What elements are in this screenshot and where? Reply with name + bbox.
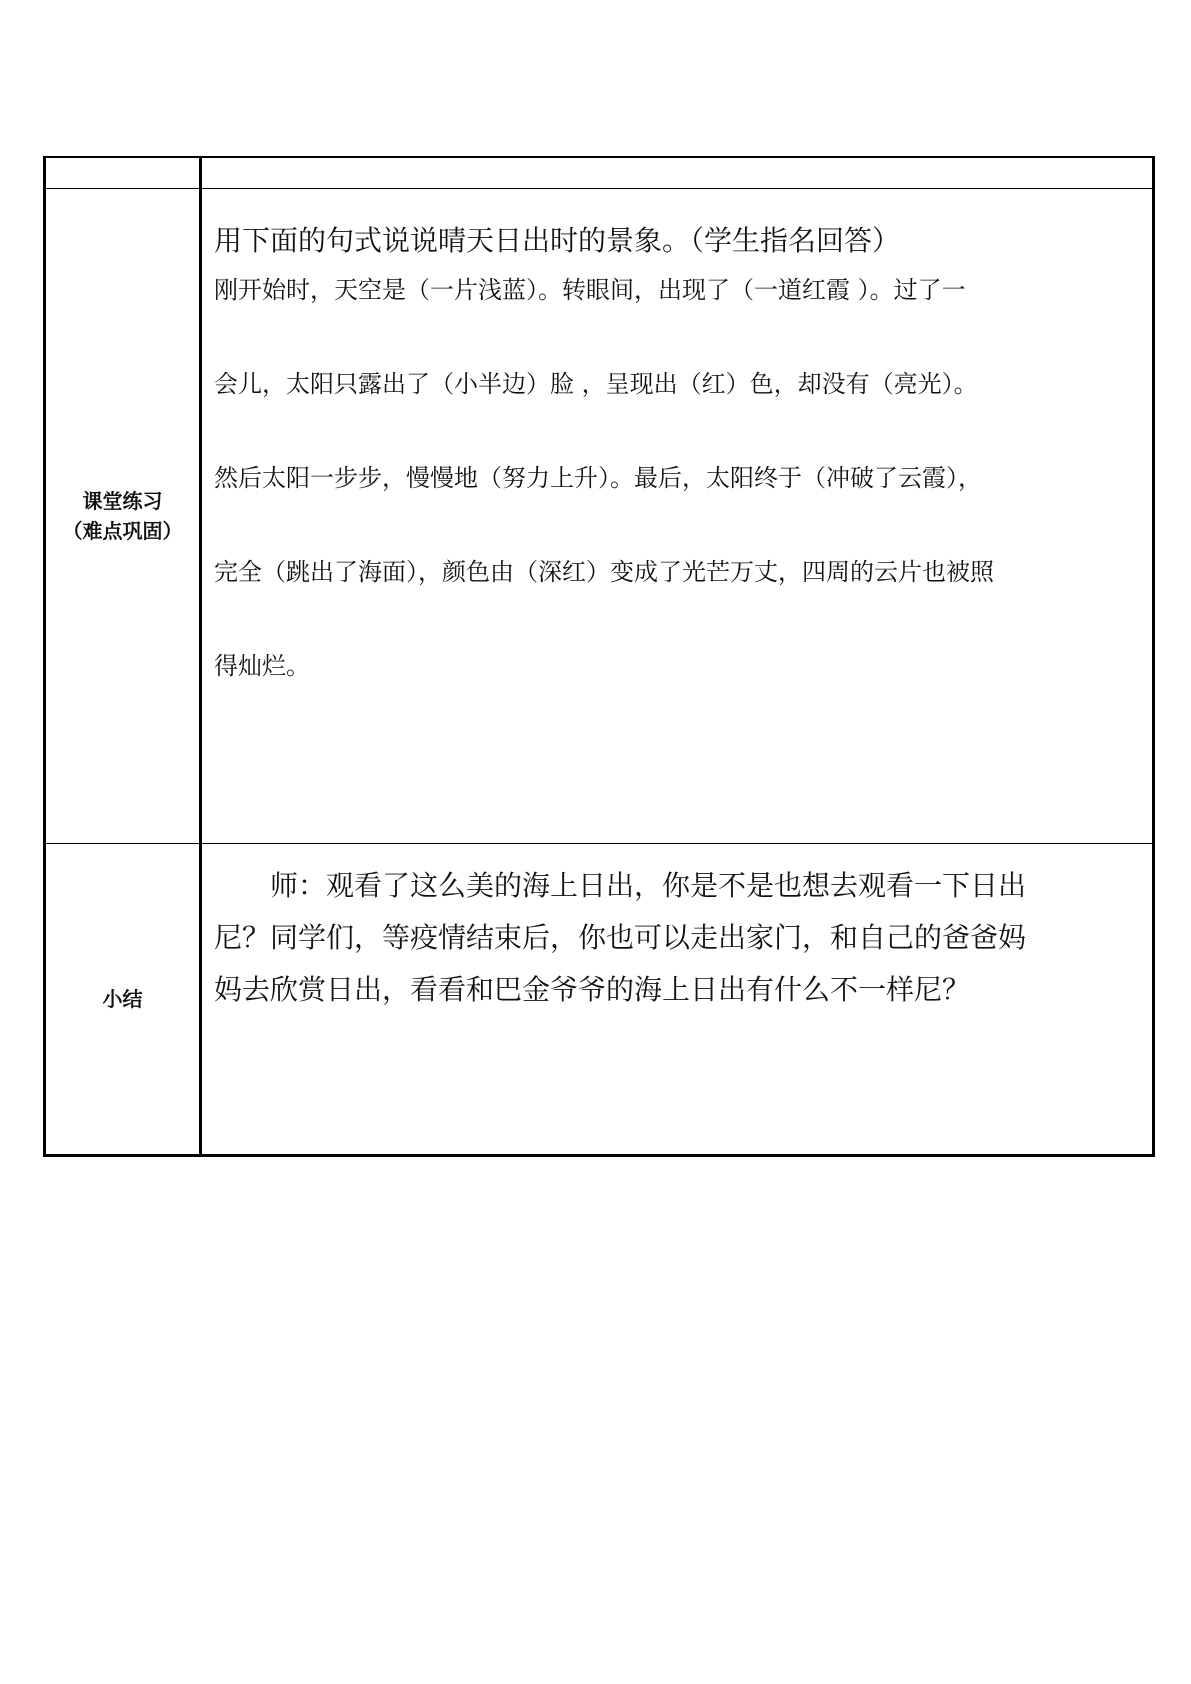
practice-label-line-1: 课堂练习 [82,489,163,513]
lesson-plan-table [43,156,1155,1157]
practice-line-2: 会儿，太阳只露出了（小半边）脸 ，呈现出（红）色，却没有（亮光）。 [214,370,978,398]
table-row-empty [45,157,1154,189]
empty-content-cell [201,157,1154,189]
practice-line-4: 完全（跳出了海面），颜色由（深红）变成了光芒万丈，四周的云片也被照 [214,558,994,586]
summary-line-2: 尼？同学们，等疫情结束后，你也可以走出家门，和自己的爸爸妈 [214,921,1027,954]
practice-label-cell [45,189,201,844]
summary-line-3: 妈去欣赏日出，看看和巴金爷爷的海上日出有什么不一样尼？ [214,973,971,1006]
practice-line-5: 得灿烂。 [214,652,310,680]
summary-line-1: 师：观看了这么美的海上日出，你是不是也想去观看一下日出 [270,869,1027,902]
table-row-classroom-practice [45,189,1154,844]
practice-line-3: 然后太阳一步步，慢慢地（努力上升）。最后，太阳终于（冲破了云霞）， [214,464,982,492]
summary-content-cell [201,844,1154,1156]
table-row-summary [45,844,1154,1156]
practice-text [214,273,1140,743]
empty-label-cell [45,157,201,189]
practice-line-1: 刚开始时，天空是（一片浅蓝）。转眼间，出现了（一道红霞 ）。过了一 [214,276,966,304]
practice-heading: 用下面的句式说说晴天日出时的景象。（学生指名回答） [214,224,901,257]
summary-label: 小结 [102,987,143,1011]
practice-content-cell [201,189,1154,844]
summary-label-cell [45,844,201,1156]
summary-text [214,860,1142,1016]
practice-label-line-2: （难点巩固） [62,519,183,543]
